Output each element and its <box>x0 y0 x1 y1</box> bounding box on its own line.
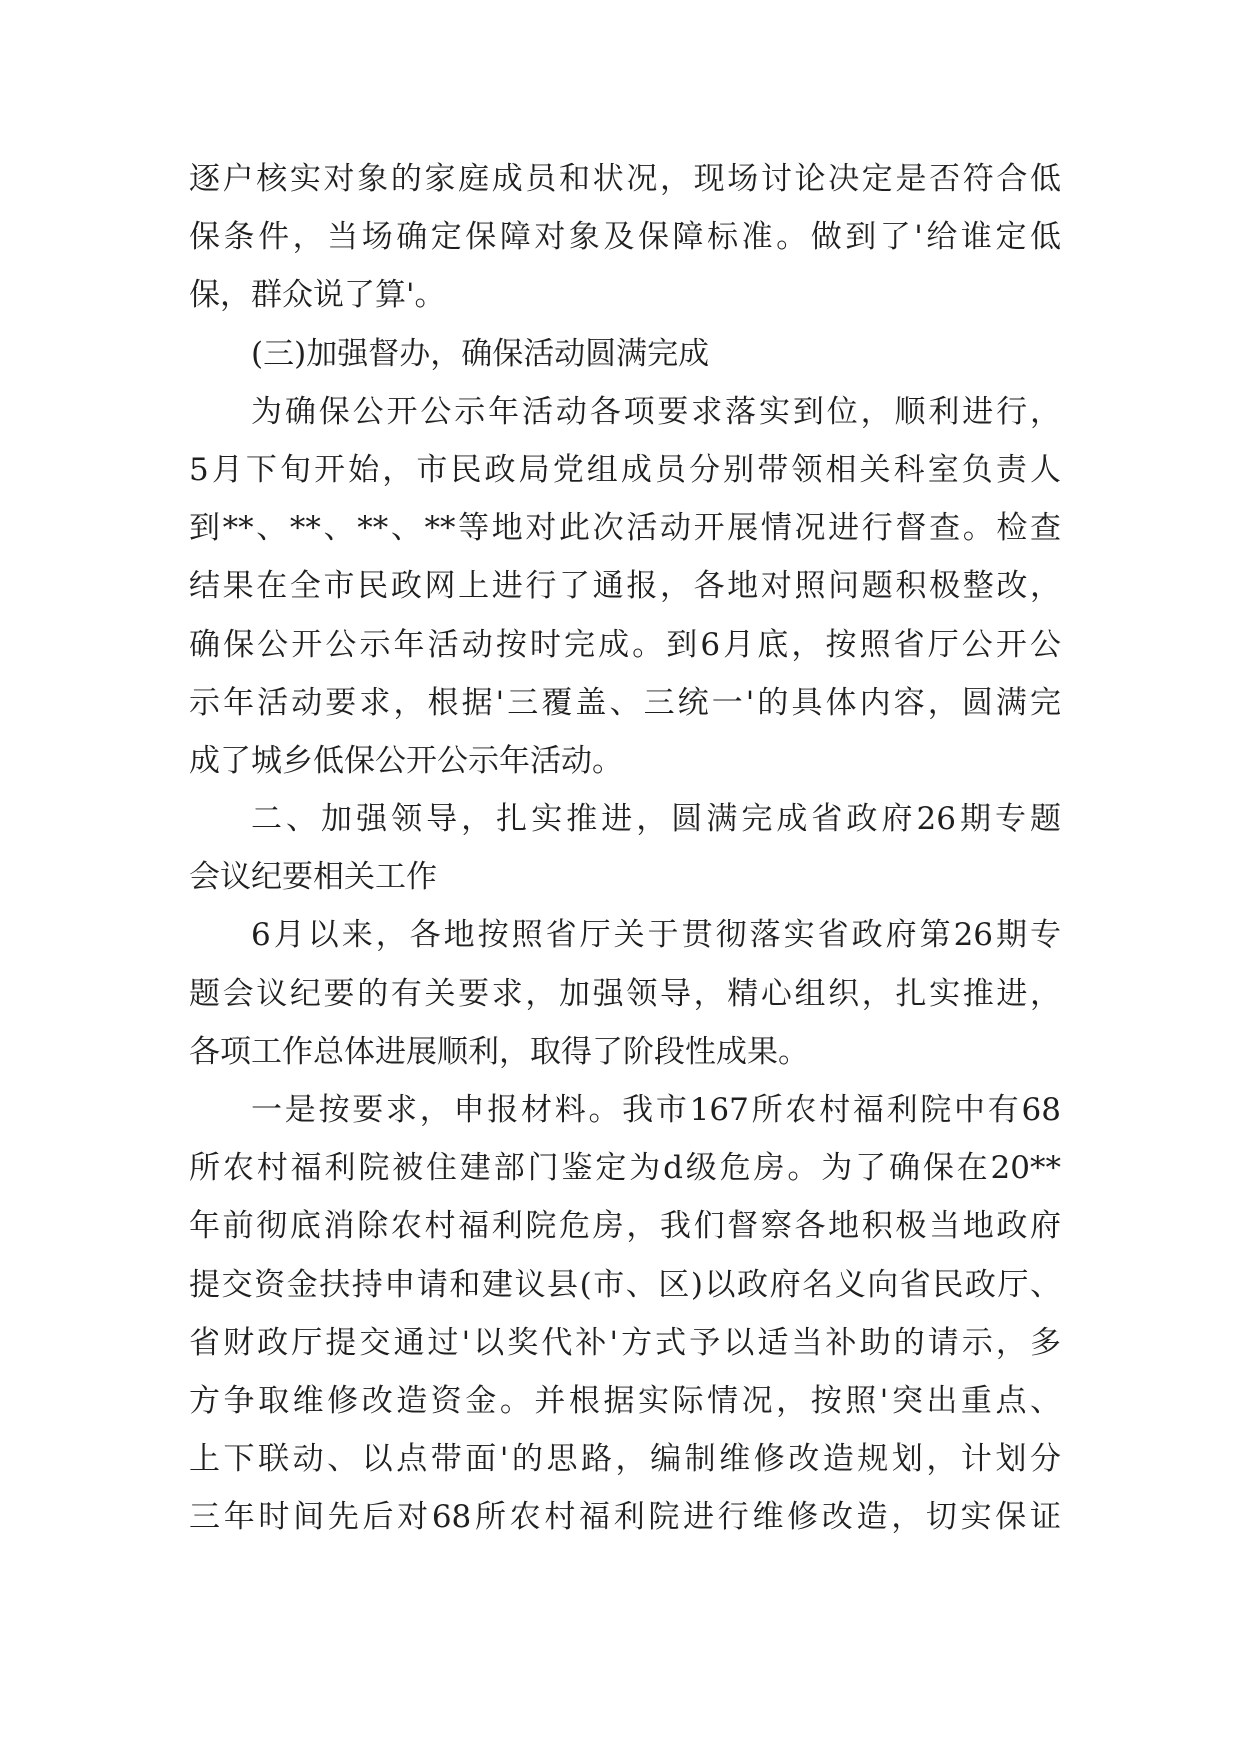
section-heading: 二、加强领导，扎实推进，圆满完成省政府26期专题 <box>251 801 1061 838</box>
text-line: 5月下旬开始，市民政局党组成员分别带领相关科室负责人 <box>189 451 1061 488</box>
text-line: 成了城乡低保公开公示年活动。 <box>189 742 623 779</box>
text-line: 确保公开公示年活动按时完成。到6月底，按照省厅公开公 <box>189 626 1061 663</box>
text-line: 所农村福利院被住建部门鉴定为d级危房。为了确保在20** <box>189 1150 1061 1187</box>
text-line: 年前彻底消除农村福利院危房，我们督察各地积极当地政府 <box>189 1208 1061 1245</box>
section-heading: 会议纪要相关工作 <box>189 859 437 896</box>
text-line: 一是按要求，申报材料。我市167所农村福利院中有68 <box>251 1092 1061 1128</box>
text-line: 到**、**、**、**等地对此次活动开展情况进行督查。检查 <box>189 510 1061 547</box>
section-heading: (三)加强督办，确保活动圆满完成 <box>251 335 710 372</box>
text-line: 逐户核实对象的家庭成员和状况，现场讨论决定是否符合低 <box>189 161 1061 197</box>
text-line: 示年活动要求，根据'三覆盖、三统一'的具体内容，圆满完 <box>189 684 1061 721</box>
text-line: 为确保公开公示年活动各项要求落实到位，顺利进行， <box>251 393 1061 430</box>
text-line: 题会议纪要的有关要求，加强领导，精心组织，扎实推进， <box>189 975 1061 1012</box>
text-line: 6月以来，各地按照省厅关于贯彻落实省政府第26期专 <box>251 917 1061 954</box>
text-line: 保条件，当场确定保障对象及保障标准。做到了'给谁定低 <box>189 219 1061 256</box>
text-line: 方争取维修改造资金。并根据实际情况，按照'突出重点、 <box>189 1382 1061 1419</box>
document-body <box>189 150 1061 1547</box>
text-line: 结果在全市民政网上进行了通报，各地对照问题积极整改， <box>189 568 1061 605</box>
text-line: 保，群众说了算'。 <box>189 277 446 314</box>
text-line: 提交资金扶持申请和建议县(市、区)以政府名义向省民政厅、 <box>189 1266 1061 1303</box>
text-line: 上下联动、以点带面'的思路，编制维修改造规划，计划分 <box>189 1441 1061 1478</box>
text-line: 三年时间先后对68所农村福利院进行维修改造，切实保证 <box>189 1499 1061 1536</box>
text-line: 各项工作总体进展顺利，取得了阶段性成果。 <box>189 1033 809 1070</box>
text-line: 省财政厅提交通过'以奖代补'方式予以适当补助的请示，多 <box>189 1324 1061 1361</box>
